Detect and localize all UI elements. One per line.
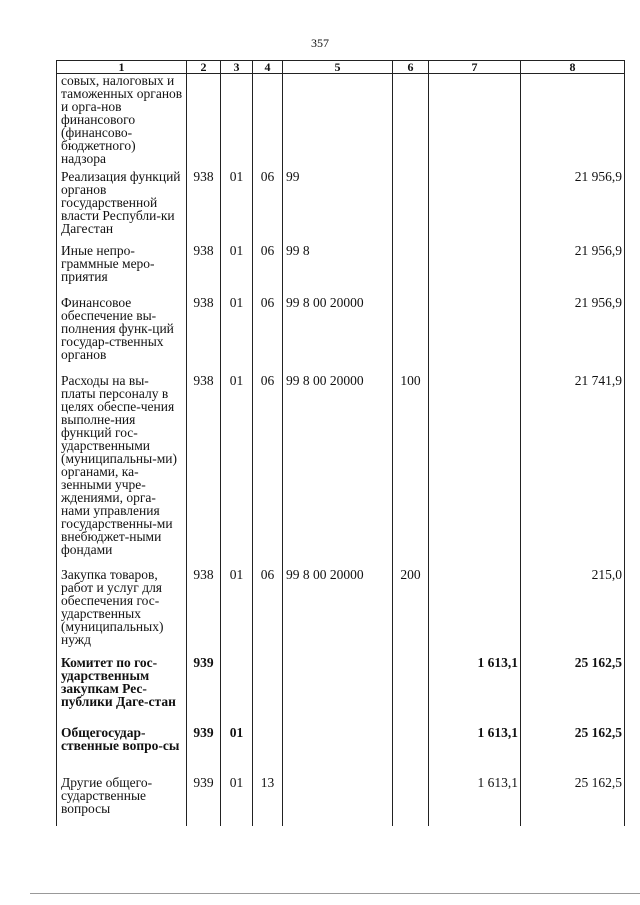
table-row (57, 726, 625, 776)
section-cell: 01 (221, 568, 253, 656)
table-row (57, 656, 625, 726)
column-header: 7 (429, 61, 521, 74)
amount-col7-cell (429, 296, 521, 374)
code-cell: 938 (187, 244, 221, 296)
amount-col8-cell: 21 956,9 (521, 296, 625, 374)
amount-col8-cell: 25 162,5 (521, 726, 625, 776)
target-article-cell: 99 8 00 20000 (283, 296, 393, 374)
header-row (57, 61, 625, 74)
column-header: 3 (221, 61, 253, 74)
expense-type-cell (393, 170, 429, 244)
column-header: 1 (57, 61, 187, 74)
table-row (57, 74, 625, 170)
row-name-cell: Реализация функций органов государственной власти Республи-ки Дагестан (57, 170, 187, 244)
section-cell: 01 (221, 776, 253, 826)
amount-col8-cell: 25 162,5 (521, 656, 625, 726)
amount-col7-cell (429, 74, 521, 170)
expense-type-cell (393, 74, 429, 170)
code-cell: 938 (187, 296, 221, 374)
section-cell: 01 (221, 296, 253, 374)
subsection-cell: 06 (253, 374, 283, 568)
table-row (57, 296, 625, 374)
amount-col8-cell: 21 956,9 (521, 244, 625, 296)
row-name-cell: Иные непро-граммные меро-приятия (57, 244, 187, 296)
subsection-cell: 13 (253, 776, 283, 826)
target-article-cell: 99 8 00 20000 (283, 568, 393, 656)
section-cell: 01 (221, 170, 253, 244)
code-cell: 938 (187, 374, 221, 568)
row-name-cell: Закупка товаров, работ и услуг для обеспечения гос-ударственных (муниципальных) нужд (57, 568, 187, 656)
table-row (57, 244, 625, 296)
table-row (57, 374, 625, 568)
subsection-cell: 06 (253, 296, 283, 374)
row-name-cell: Другие общего-сударственные вопросы (57, 776, 187, 826)
row-name-cell: совых, налоговых и таможенных органов и орга-нов финансового (финансово-бюджетного) надзора (57, 74, 187, 170)
target-article-cell: 99 (283, 170, 393, 244)
subsection-cell (253, 726, 283, 776)
code-cell: 939 (187, 776, 221, 826)
target-article-cell (283, 726, 393, 776)
amount-col8-cell: 25 162,5 (521, 776, 625, 826)
column-header: 5 (283, 61, 393, 74)
column-header: 6 (393, 61, 429, 74)
expense-type-cell (393, 296, 429, 374)
target-article-cell: 99 8 (283, 244, 393, 296)
row-name-cell: Комитет по гос-ударственным закупкам Рес-публики Даге-стан (57, 656, 187, 726)
subsection-cell (253, 74, 283, 170)
code-cell: 939 (187, 656, 221, 726)
amount-col7-cell (429, 374, 521, 568)
section-cell: 01 (221, 244, 253, 296)
amount-col7-cell (429, 170, 521, 244)
row-name-cell: Финансовое обеспечение вы-полнения функ-ций государ-ственных органов (57, 296, 187, 374)
target-article-cell: 99 8 00 20000 (283, 374, 393, 568)
subsection-cell: 06 (253, 170, 283, 244)
table-row (57, 776, 625, 826)
amount-col8-cell: 215,0 (521, 568, 625, 656)
expense-type-cell (393, 244, 429, 296)
subsection-cell: 06 (253, 244, 283, 296)
amount-col8-cell: 21 956,9 (521, 170, 625, 244)
section-cell (221, 656, 253, 726)
subsection-cell (253, 656, 283, 726)
page-number: 357 (311, 36, 329, 50)
expense-type-cell (393, 656, 429, 726)
expense-type-cell (393, 726, 429, 776)
code-cell: 938 (187, 170, 221, 244)
code-cell (187, 74, 221, 170)
column-header: 2 (187, 61, 221, 74)
amount-col7-cell (429, 244, 521, 296)
section-cell (221, 74, 253, 170)
row-name-cell: Общегосудар-ственные вопро-сы (57, 726, 187, 776)
section-cell: 01 (221, 726, 253, 776)
target-article-cell (283, 656, 393, 726)
expense-type-cell (393, 776, 429, 826)
column-header: 8 (521, 61, 625, 74)
expense-type-cell: 100 (393, 374, 429, 568)
section-cell: 01 (221, 374, 253, 568)
budget-table (56, 60, 625, 826)
expense-type-cell: 200 (393, 568, 429, 656)
subsection-cell: 06 (253, 568, 283, 656)
target-article-cell (283, 74, 393, 170)
table-row (57, 568, 625, 656)
amount-col8-cell: 21 741,9 (521, 374, 625, 568)
amount-col7-cell: 1 613,1 (429, 656, 521, 726)
target-article-cell (283, 776, 393, 826)
row-name-cell: Расходы на вы-платы персоналу в целях обеспе-чения выполне-ния функций гос-ударственными (муниципальны-ми) органами, ка-зенными учре-ждениями, орга-нами управления государственны-ми внебюджет-ными фондами (57, 374, 187, 568)
amount-col7-cell: 1 613,1 (429, 726, 521, 776)
table-body (57, 74, 625, 826)
column-header: 4 (253, 61, 283, 74)
amount-col7-cell: 1 613,1 (429, 776, 521, 826)
amount-col7-cell (429, 568, 521, 656)
amount-col8-cell (521, 74, 625, 170)
table-row (57, 170, 625, 244)
footer-divider (30, 893, 640, 894)
code-cell: 939 (187, 726, 221, 776)
code-cell: 938 (187, 568, 221, 656)
